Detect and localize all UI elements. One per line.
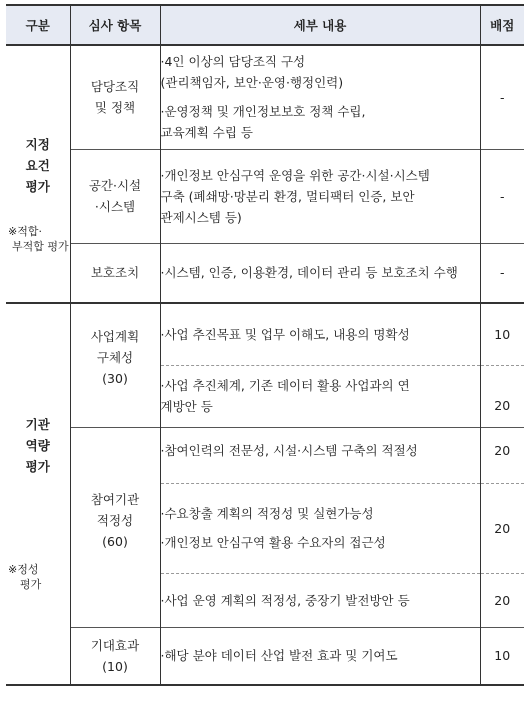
detail-cell	[160, 45, 480, 149]
detail-text: ·개인정보 안심구역 활용 수요자의 접근성	[160, 535, 386, 550]
header-category: 구분	[6, 5, 70, 45]
table-row	[6, 243, 524, 303]
item-organization-policy: 담당조직 및 정책	[70, 45, 160, 149]
detail-cell	[160, 483, 480, 573]
score-cell: 20	[480, 427, 524, 483]
detail-text: ·해당 분야 데이터 산업 발전 효과 및 기여도	[160, 648, 398, 664]
section-designation-requirements	[6, 45, 70, 303]
detail-cell	[160, 573, 480, 627]
detail-cell	[160, 303, 480, 365]
detail-text: ·사업 추진체계, 기존 데이터 활용 사업과의 연 계방안 등	[160, 378, 410, 414]
table-row	[6, 427, 524, 483]
header-row	[6, 5, 524, 45]
item-expected-effect: 기대효과 (10)	[70, 627, 160, 685]
section-institution-capability	[6, 303, 70, 685]
detail-cell	[160, 149, 480, 243]
table-row	[6, 45, 524, 149]
detail-text: ·개인정보 안심구역 운영을 위한 공간·시설·시스템 구축 (폐쇄망·망분리 환경, 멀티팩터 인증, 보안 관제시스템 등)	[160, 167, 430, 225]
item-business-plan: 사업계획 구체성 (30)	[70, 303, 160, 427]
header-score: 배점	[480, 5, 524, 45]
score-cell: 20	[480, 573, 524, 627]
section-title: 기관 역량 평가	[25, 417, 50, 474]
score-cell: -	[480, 149, 524, 243]
header-detail: 세부 내용	[160, 5, 480, 45]
detail-text: ·시스템, 인증, 이용환경, 데이터 관리 등 보호조치 수행	[160, 265, 458, 281]
score-cell: -	[480, 243, 524, 303]
header-item: 심사 항목	[70, 5, 160, 45]
section-note: ※정성 평가	[8, 563, 42, 591]
table-row	[6, 303, 524, 365]
detail-text: ·수요창출 계획의 적정성 및 실현가능성	[160, 506, 374, 521]
detail-text: ·운영정책 및 개인정보보호 정책 수립, 교육계획 수립 등	[160, 104, 366, 141]
detail-cell	[160, 627, 480, 685]
table-row	[6, 149, 524, 243]
detail-text: ·4인 이상의 담당조직 구성 (관리책임자, 보안·운영·행정인력)	[160, 54, 344, 91]
detail-cell	[160, 243, 480, 303]
detail-text: ·참여인력의 전문성, 시설·시스템 구축의 적절성	[160, 442, 418, 458]
score-cell: 20	[480, 365, 524, 427]
section-note: ※적합· 부적합 평가	[8, 225, 69, 253]
score-cell: 10	[480, 627, 524, 685]
section-title: 지정 요건 평가	[25, 136, 50, 194]
item-participating-institution: 참여기관 적정성 (60)	[70, 427, 160, 627]
score-cell: -	[480, 45, 524, 149]
score-cell: 20	[480, 483, 524, 573]
score-cell: 10	[480, 303, 524, 365]
detail-text: ·사업 운영 계획의 적정성, 중장기 발전방안 등	[160, 592, 410, 608]
detail-text: ·사업 추진목표 및 업무 이해도, 내용의 명확성	[160, 326, 410, 342]
item-space-facility-system: 공간·시설 ·시스템	[70, 149, 160, 243]
detail-cell	[160, 365, 480, 427]
item-protection-measures: 보호조치	[70, 243, 160, 303]
detail-cell	[160, 427, 480, 483]
evaluation-table	[6, 4, 524, 686]
table-row	[6, 627, 524, 685]
